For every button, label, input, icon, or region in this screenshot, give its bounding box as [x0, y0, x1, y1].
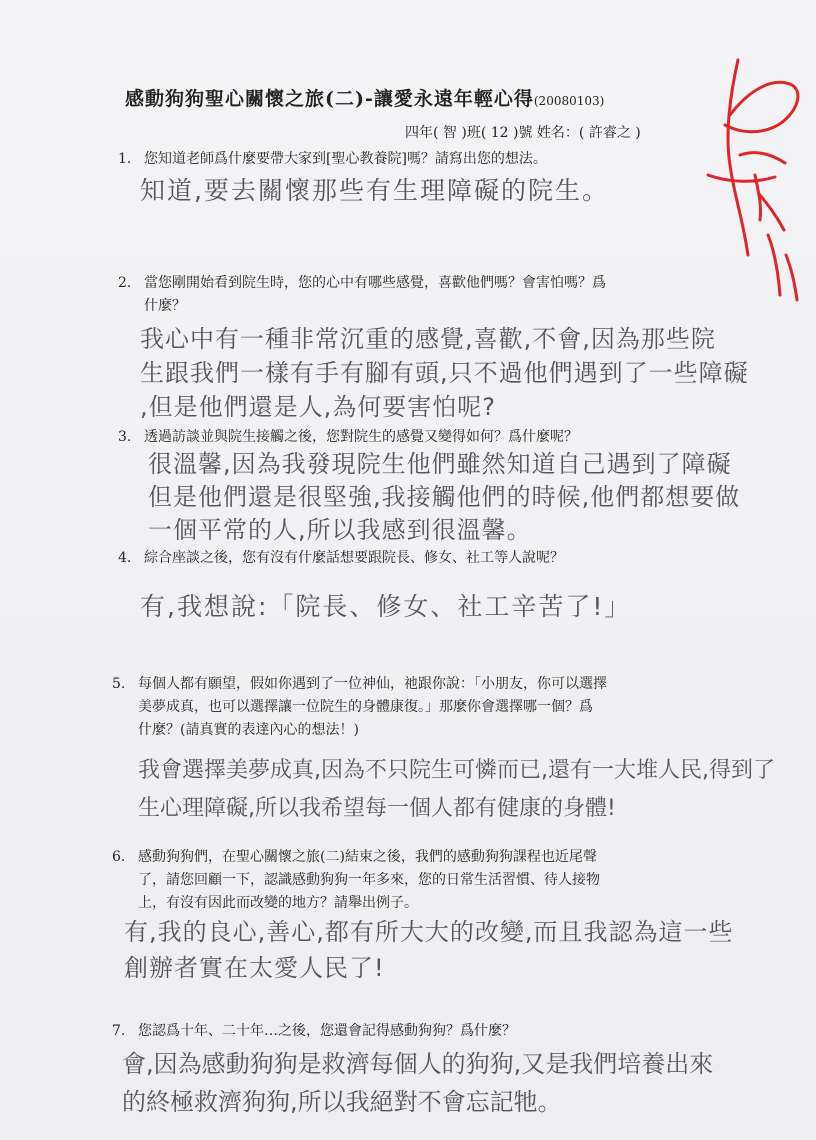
answer-line: 生跟我們一樣有手有腳有頭,只不過他們遇到了一些障礙 — [140, 359, 749, 387]
question-line: 每個人都有願望，假如你遇到了一位神仙，祂跟你說：「小朋友，你可以選擇 — [138, 676, 607, 692]
question-line: 什麼？ — [144, 298, 186, 314]
question-line: 當您剛開始看到院生時，您的心中有哪些感覺，喜歡他們嗎？會害怕嗎？爲 — [144, 275, 606, 291]
answer-7 — [122, 1045, 713, 1121]
question-line: 您知道老師爲什麼要帶大家到[聖心教養院]嗎？請寫出您的想法。 — [144, 151, 547, 167]
answer-line: 生心理障礙,所以我希望每一個人都有健康的身體! — [138, 796, 616, 821]
question-number: 2. — [118, 275, 132, 291]
question-number: 6. — [112, 849, 126, 865]
answer-line: 有,我想說:「院長、修女、社工辛苦了!」 — [140, 592, 632, 621]
answer-line: 的終極救濟狗狗,所以我絕對不會忘記牠。 — [122, 1088, 562, 1116]
question-line: 綜合座談之後，您有沒有什麼話想要跟院長、修女、社工等人說呢？ — [144, 550, 564, 566]
teacher-signature-mark — [700, 55, 810, 315]
answer-3 — [148, 448, 740, 547]
answer-line: 會,因為感動狗狗是救濟每個人的狗狗,又是我們培養出來 — [122, 1050, 714, 1078]
answer-line: 我會選擇美夢成真,因為不只院生可憐而已,還有一大堆人民,得到了 — [138, 758, 775, 783]
question-number: 4. — [118, 550, 132, 566]
answer-line: 但是他們還是很堅強,我接觸他們的時候,他們都想要做 — [148, 483, 741, 511]
question-line: 什麼？(請真實的表達內心的想法！) — [138, 722, 359, 738]
question-number: 7. — [112, 1023, 126, 1039]
title-date: (20080103) — [533, 94, 605, 108]
student-info: 四年( 智 )班( 12 )號 姓名：( 許睿之 ) — [405, 125, 641, 141]
question-line: 美夢成真，也可以選擇讓一位院生的身體康復。」那麼你會選擇哪一個？爲 — [138, 699, 593, 715]
title-text: 感動狗狗聖心關懷之旅(二)-讓愛永遠年輕心得 — [125, 88, 534, 110]
question-number: 1. — [118, 151, 132, 167]
question-line: 感動狗狗們，在聖心關懷之旅(二)結束之後，我們的感動狗狗課程也近尾聲 — [138, 849, 597, 865]
question-number: 3. — [118, 429, 132, 445]
answer-6 — [124, 914, 734, 986]
answer-line: 一個平常的人,所以我感到很溫馨。 — [148, 516, 532, 544]
answer-line: 很溫馨,因為我發現院生他們雖然知道自己遇到了障礙 — [148, 450, 732, 478]
answer-line: 我心中有一種非常沉重的感覺,喜歡,不會,因為那些院 — [140, 325, 716, 353]
answer-line: 創辦者實在太愛人民了! — [124, 954, 385, 982]
question-line: 您認爲十年、二十年…之後，您還會記得感動狗狗？爲什麼？ — [138, 1023, 516, 1039]
answer-4 — [140, 588, 631, 625]
answer-2 — [140, 322, 749, 424]
answer-line: 有,我的良心,善心,都有所大大的改變,而且我認為這一些 — [124, 918, 734, 946]
question-line: 了，請您回顧一下，認識感動狗狗一年多來，您的日常生活習慣、待人接物 — [138, 872, 600, 888]
answer-line: 知道,要去關懷那些有生理障礙的院生。 — [140, 176, 609, 205]
signature-strokes — [708, 60, 798, 300]
answer-5 — [138, 752, 775, 828]
answer-line: ,但是他們還是人,為何要害怕呢? — [140, 393, 496, 421]
question-line: 透過訪談並與院生接觸之後，您對院生的感覺又變得如何？爲什麼呢？ — [144, 429, 578, 445]
question-number: 5. — [112, 676, 126, 692]
answer-1 — [140, 172, 609, 209]
question-line: 上，有沒有因此而改變的地方？請舉出例子。 — [138, 895, 418, 911]
page-title — [125, 84, 705, 111]
